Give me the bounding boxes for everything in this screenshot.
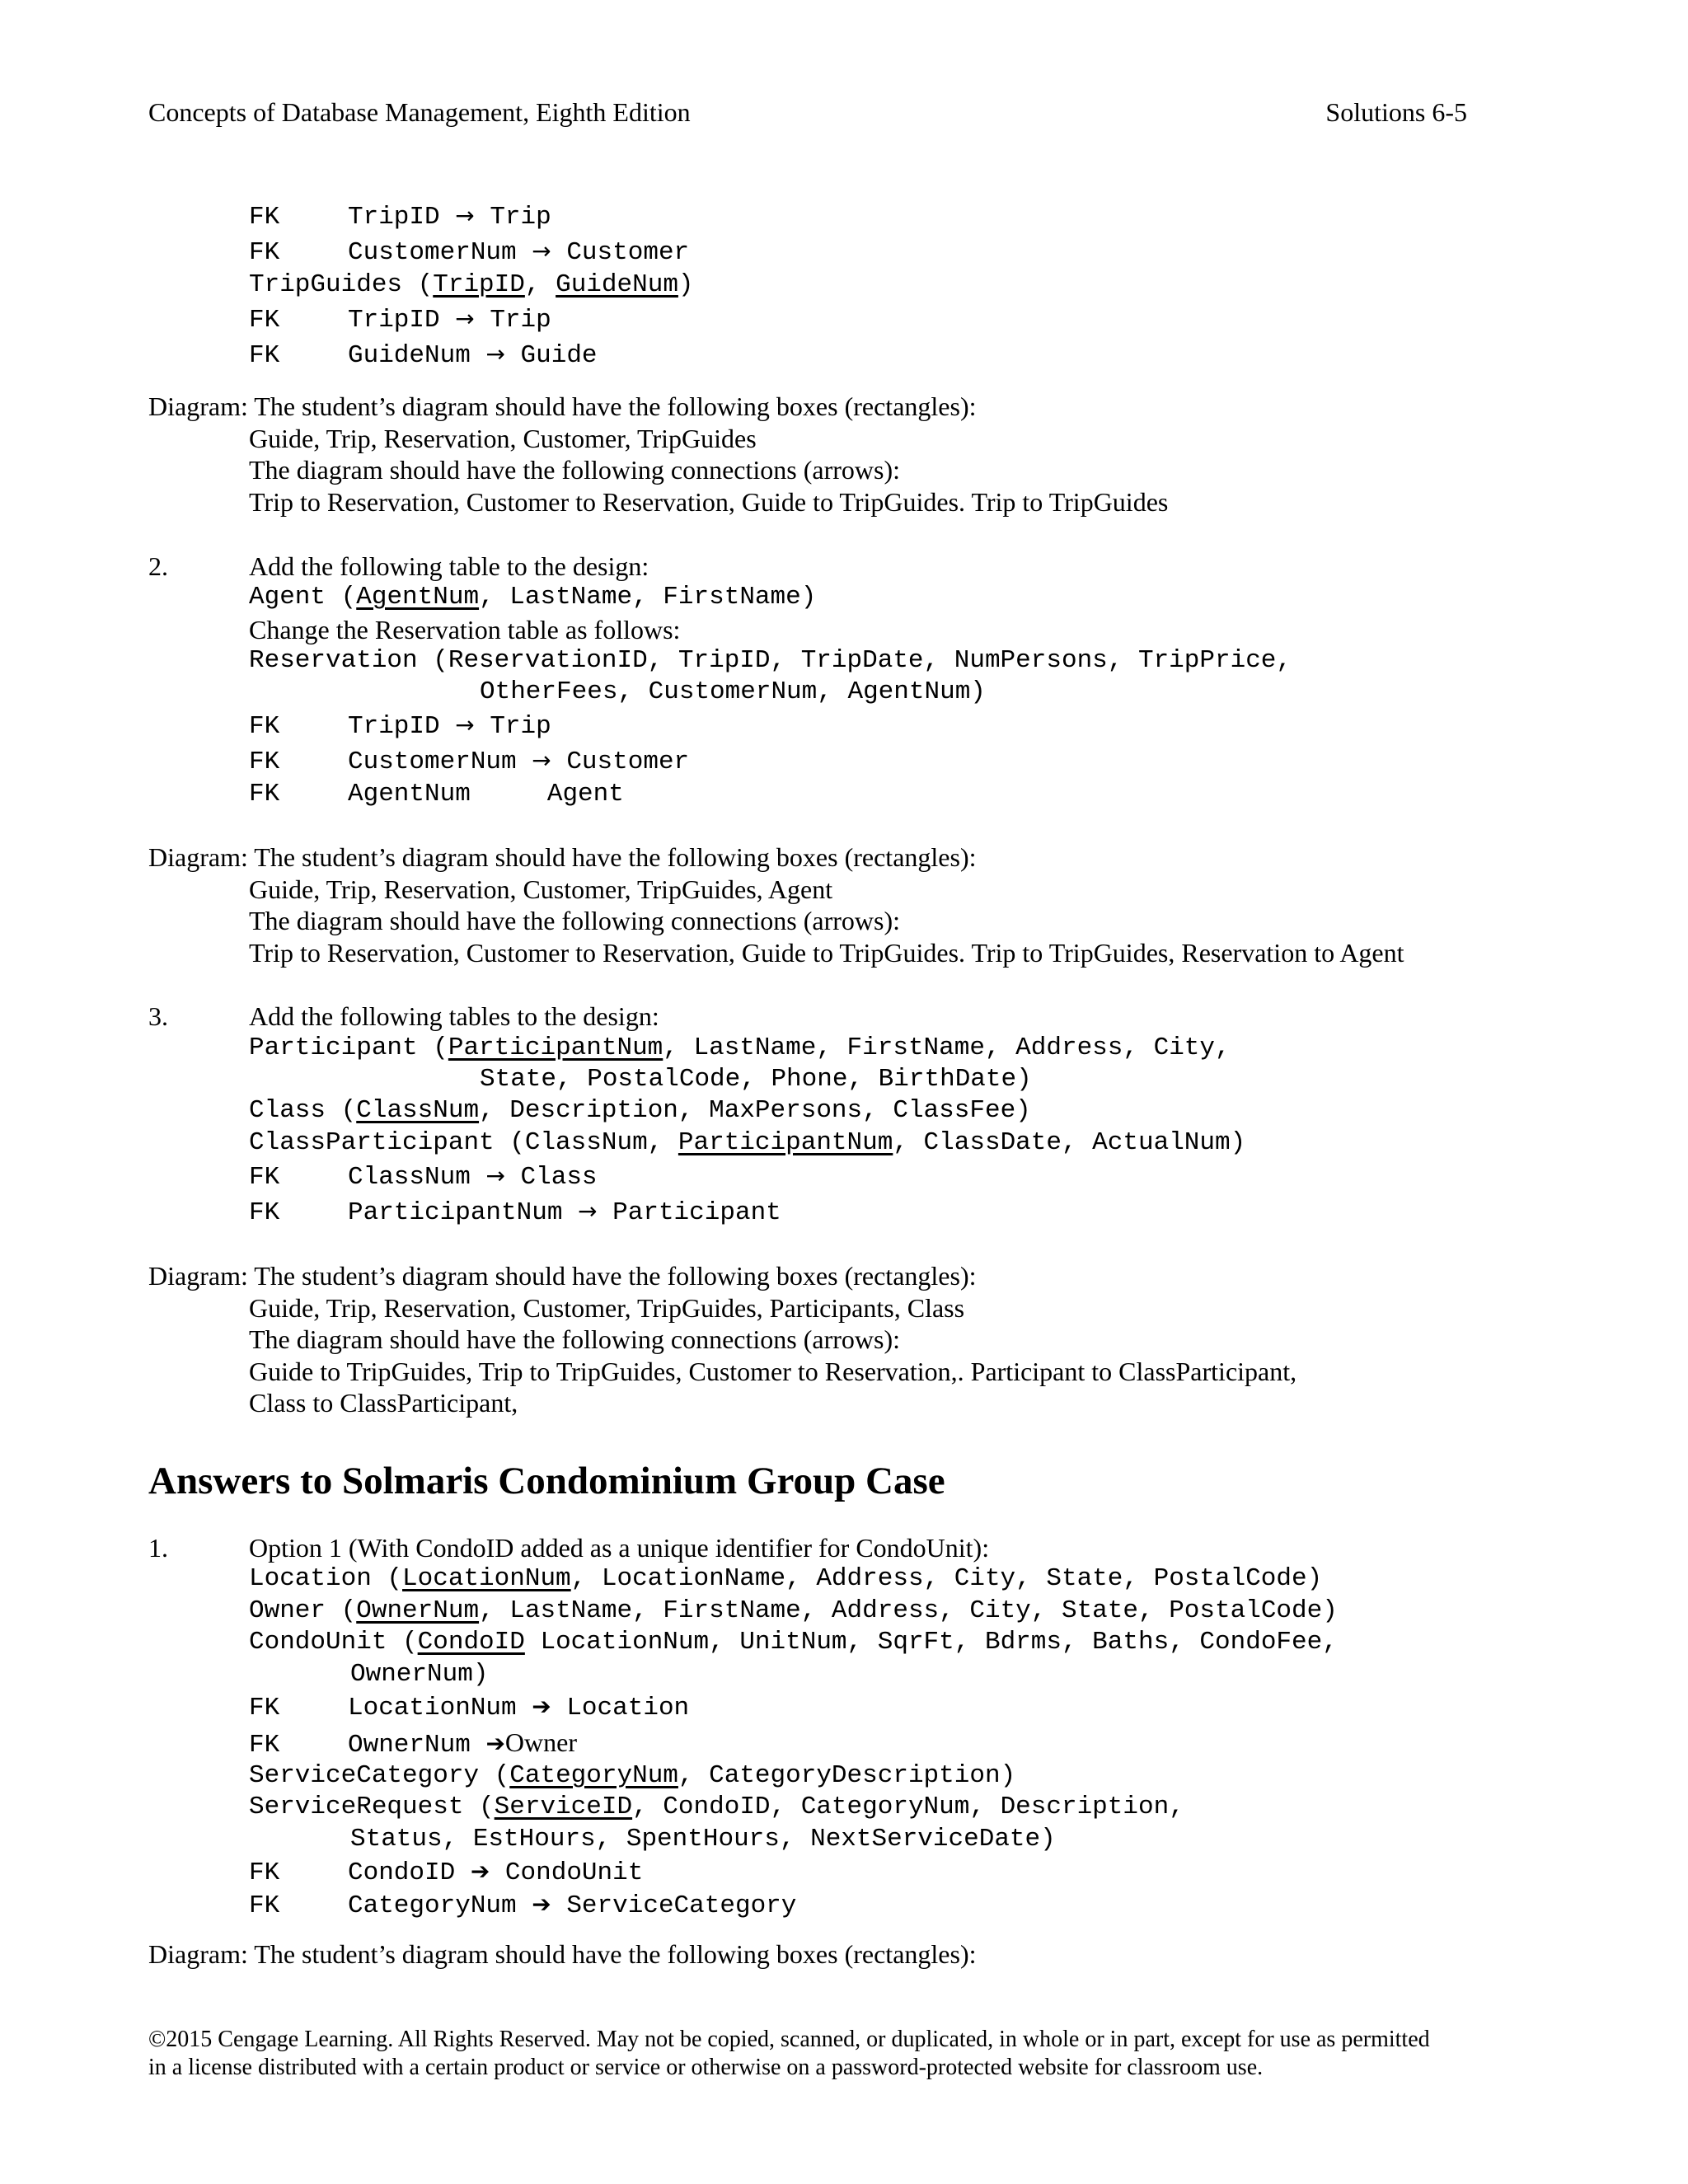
fk-label: FK <box>249 341 280 370</box>
fk-reference: Guide <box>520 341 598 370</box>
fk-line <box>249 340 598 370</box>
item-intro: Option 1 (With CondoID added as a unique identifier for CondoUnit): <box>249 1533 990 1563</box>
table-close: ) <box>678 270 694 299</box>
fk-line <box>249 237 690 267</box>
item-intro: Add the following tables to the design: <box>249 1001 659 1031</box>
fk-reference: Trip <box>490 306 551 335</box>
fk-label: FK <box>249 748 280 776</box>
diagram-note: Diagram: The student’s diagram should have the following boxes (rectangles): <box>148 1939 977 1969</box>
table-name: TripGuides ( <box>249 270 434 299</box>
fk-column: ParticipantNum <box>348 1198 563 1227</box>
fk-column: LocationNum <box>348 1694 517 1722</box>
fk-column: GuideNum <box>348 341 471 370</box>
primary-key: ClassNum <box>356 1096 480 1125</box>
diagram-note: Diagram: The student’s diagram should have the following boxes (rectangles): <box>148 1261 977 1291</box>
fk-column: TripID <box>348 203 440 232</box>
arrow-icon: → <box>485 340 505 368</box>
fk-reference: ServiceCategory <box>566 1891 797 1920</box>
table-definition <box>249 272 694 298</box>
arrow-icon: → <box>485 1162 505 1189</box>
diagram-connections-label: The diagram should have the following connections (arrows): <box>249 906 900 935</box>
fk-reference: Location <box>566 1694 690 1722</box>
fk-column: CustomerNum <box>348 238 517 267</box>
table-columns: , LastName, FirstName) <box>479 583 817 612</box>
arrow-icon: → <box>532 237 551 265</box>
fk-reference: Agent <box>546 780 624 808</box>
table-definition <box>249 1763 1015 1788</box>
fk-reference: Customer <box>566 238 690 267</box>
table-definition <box>249 1130 1245 1155</box>
fk-column: AgentNum <box>348 780 471 808</box>
table-definition-continued: State, PostalCode, Phone, BirthDate) <box>480 1065 1032 1094</box>
fk-label: FK <box>249 1858 280 1887</box>
item-intro: Add the following table to the design: <box>249 551 649 581</box>
table-definition <box>249 1598 1338 1624</box>
separator: , <box>524 270 556 299</box>
primary-key: CategoryNum <box>509 1761 678 1790</box>
diagram-boxes: Guide, Trip, Reservation, Customer, TripGuides <box>249 424 757 453</box>
table-definition: Reservation (ReservationID, TripID, TripDate, NumPersons, TripPrice, <box>249 646 1292 675</box>
table-definition-continued: Status, EstHours, SpentHours, NextServiceDate) <box>350 1825 1056 1854</box>
fk-line <box>249 711 551 741</box>
fk-column: CondoID <box>348 1858 456 1887</box>
diagram-connections: Guide to TripGuides, Trip to TripGuides, Customer to Reservation,. Participant to ClassParticipant, <box>249 1357 1297 1386</box>
header-title: Concepts of Database Management, Eighth Edition <box>148 97 691 127</box>
table-name: Location ( <box>249 1564 403 1593</box>
fk-label: FK <box>249 238 280 267</box>
fk-line <box>249 1162 598 1192</box>
section-heading: Answers to Solmaris Condominium Group Case <box>148 1460 945 1502</box>
fk-label: FK <box>249 1891 280 1920</box>
fk-label: FK <box>249 1731 280 1760</box>
table-name: ServiceCategory ( <box>249 1761 510 1790</box>
copyright-footer <box>148 2026 1550 2082</box>
arrow-icon: → <box>455 711 475 738</box>
arrow-icon: ➔ <box>532 1891 551 1918</box>
table-name: Class ( <box>249 1096 357 1125</box>
primary-key: AgentNum <box>356 583 480 612</box>
arrow-icon: → <box>532 747 551 774</box>
fk-reference: Trip <box>490 203 551 232</box>
fk-column: TripID <box>348 712 440 741</box>
diagram-note: Diagram: The student’s diagram should have the following boxes (rectangles): <box>148 842 977 872</box>
fk-line <box>249 749 689 775</box>
diagram-boxes: Guide, Trip, Reservation, Customer, TripGuides, Agent <box>249 874 833 904</box>
diagram-connections-label: The diagram should have the following connections (arrows): <box>249 455 900 485</box>
arrow-icon: → <box>455 202 475 229</box>
primary-key: ParticipantNum <box>678 1128 893 1157</box>
item-instruction: Change the Reservation table as follows: <box>249 615 681 644</box>
table-name: ServiceRequest ( <box>249 1793 495 1821</box>
fk-reference: Trip <box>490 712 551 741</box>
table-columns: , LastName, FirstName, Address, City, State, PostalCode) <box>479 1596 1338 1625</box>
item-number: 1. <box>148 1533 168 1563</box>
table-name: CondoUnit ( <box>249 1628 418 1657</box>
table-definition <box>249 1566 1322 1591</box>
fk-column: OwnerNum <box>348 1731 471 1760</box>
table-columns: , LastName, FirstName, Address, City, <box>663 1033 1231 1062</box>
fk-reference: Customer <box>566 748 690 776</box>
primary-key: OwnerNum <box>356 1596 480 1625</box>
table-columns: , CondoID, CategoryNum, Description, <box>632 1793 1184 1821</box>
fk-reference: Owner <box>504 1727 577 1757</box>
fk-reference: CondoUnit <box>504 1858 644 1887</box>
fk-reference: Class <box>520 1163 598 1192</box>
diagram-connections-continued: Class to ClassParticipant, <box>249 1388 518 1418</box>
fk-line <box>249 307 551 333</box>
table-definition <box>249 584 816 610</box>
fk-column: CategoryNum <box>348 1891 517 1920</box>
primary-key: CondoID <box>417 1628 525 1657</box>
fk-label: FK <box>249 1163 280 1192</box>
table-columns: , CategoryDescription) <box>678 1761 1016 1790</box>
fk-line <box>249 781 624 807</box>
table-definition <box>249 1098 1031 1123</box>
fk-line <box>249 1893 796 1919</box>
fk-label: FK <box>249 203 280 232</box>
diagram-connections: Trip to Reservation, Customer to Reservation, Guide to TripGuides. Trip to TripGuides, Reservation to Agent <box>249 938 1404 968</box>
arrow-icon: ➔ <box>532 1693 551 1720</box>
copyright-line: ©2015 Cengage Learning. All Rights Reserved. May not be copied, scanned, or duplicated, in whole or in part, except for use as permitted <box>148 2027 1430 2052</box>
fk-line <box>249 204 551 230</box>
table-name: Owner ( <box>249 1596 357 1625</box>
diagram-connections: Trip to Reservation, Customer to Reservation, Guide to TripGuides. Trip to TripGuides <box>249 487 1169 517</box>
fk-reference: Participant <box>612 1198 781 1227</box>
table-definition-continued: OwnerNum) <box>350 1660 489 1689</box>
diagram-boxes: Guide, Trip, Reservation, Customer, TripGuides, Participants, Class <box>249 1293 965 1323</box>
fk-column: ClassNum <box>348 1163 471 1192</box>
fk-label: FK <box>249 306 280 335</box>
fk-label: FK <box>249 780 280 808</box>
fk-line <box>249 1860 643 1886</box>
fk-label: FK <box>249 712 280 741</box>
header-page-number: Solutions 6-5 <box>1325 97 1467 127</box>
fk-line <box>249 1695 689 1721</box>
fk-column: CustomerNum <box>348 748 517 776</box>
fk-label: FK <box>249 1694 280 1722</box>
arrow-icon: ➔ <box>485 1730 505 1757</box>
arrow-icon: ➔ <box>470 1858 490 1885</box>
fk-column: TripID <box>348 306 440 335</box>
table-name: Agent ( <box>249 583 357 612</box>
primary-key: LocationNum <box>402 1564 571 1593</box>
diagram-connections-label: The diagram should have the following connections (arrows): <box>249 1324 900 1354</box>
copyright-line: in a license distributed with a certain product or service or otherwise on a password-protected website for classroom use. <box>148 2055 1264 2080</box>
table-definition <box>249 1794 1184 1820</box>
table-definition <box>249 1035 1231 1061</box>
fk-label: FK <box>249 1198 280 1227</box>
table-name: ClassParticipant (ClassNum, <box>249 1128 678 1157</box>
table-columns: , Description, MaxPersons, ClassFee) <box>479 1096 1031 1125</box>
primary-key: TripID <box>433 270 525 299</box>
primary-key: ServiceID <box>494 1793 633 1821</box>
arrow-icon: → <box>455 305 475 332</box>
fk-line <box>249 1197 781 1227</box>
primary-key: ParticipantNum <box>448 1033 663 1062</box>
table-name: Participant ( <box>249 1033 448 1062</box>
item-number: 2. <box>148 551 168 581</box>
table-columns: , ClassDate, ActualNum) <box>893 1128 1246 1157</box>
table-columns: , LocationName, Address, City, State, PostalCode) <box>570 1564 1323 1593</box>
fk-line <box>249 1729 577 1758</box>
diagram-note: Diagram: The student’s diagram should have the following boxes (rectangles): <box>148 391 977 421</box>
arrow-icon: → <box>578 1197 598 1225</box>
table-columns: LocationNum, UnitNum, SqrFt, Bdrms, Baths, CondoFee, <box>524 1628 1338 1657</box>
item-number: 3. <box>148 1001 168 1031</box>
table-definition-continued: OtherFees, CustomerNum, AgentNum) <box>480 677 986 706</box>
primary-key: GuideNum <box>556 270 678 299</box>
table-definition <box>249 1629 1338 1655</box>
